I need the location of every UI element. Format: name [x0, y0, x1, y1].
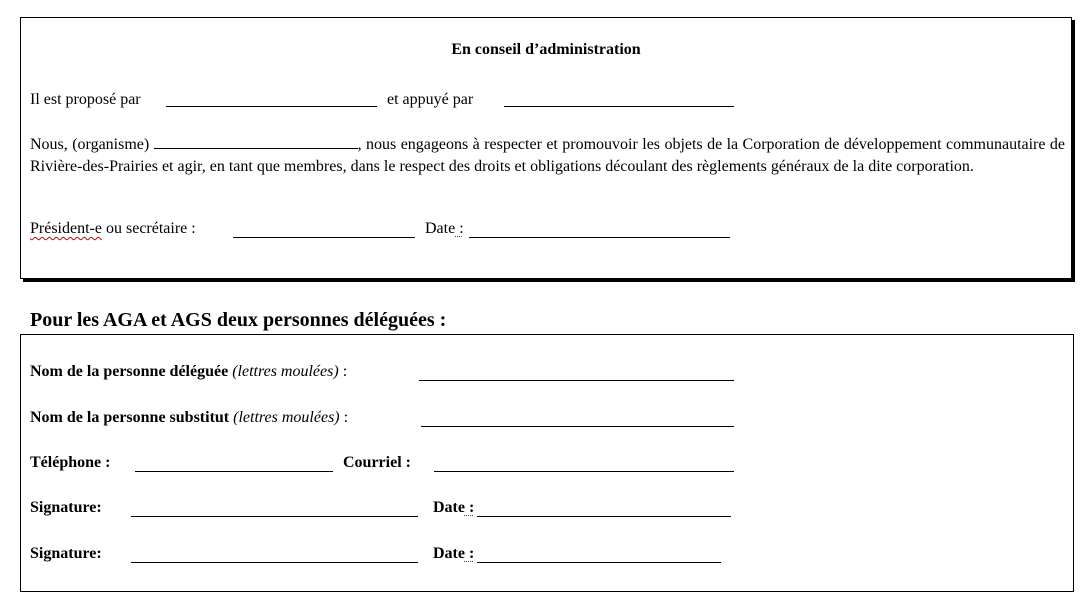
- board-section-title: En conseil d’administration: [451, 41, 641, 58]
- president-word: Président-e: [30, 220, 102, 237]
- commitment-text: , nous engageons à respecter et promouvoir les objets de la Corporation de développement communautaire de Rivière-des-Prairies et agir, en tant que membres, dans le respect des droits et obligations découlant des règlements généraux de la dite corporation.: [30, 136, 1066, 175]
- substitute-name-field[interactable]: [421, 426, 734, 427]
- phone-field[interactable]: [135, 471, 333, 472]
- signature-field-1[interactable]: [131, 516, 418, 517]
- phone-label: Téléphone :: [30, 454, 111, 471]
- president-label: [30, 219, 196, 239]
- board-date-field[interactable]: [469, 237, 730, 238]
- organism-field[interactable]: [154, 134, 358, 149]
- signature-label-1: Signature:: [30, 499, 102, 516]
- signature-label-2: Signature:: [30, 545, 102, 562]
- president-label-rest: ou secrétaire :: [101, 220, 196, 237]
- proposed-by-label: Il est proposé par: [30, 91, 141, 108]
- delegate-date-field-1[interactable]: [477, 516, 731, 517]
- delegate-date-field-2[interactable]: [477, 562, 721, 563]
- email-field[interactable]: [434, 471, 734, 472]
- delegate-label: Nom de la personne déléguée (lettres moulées) :: [30, 363, 348, 380]
- commitment-paragraph: [30, 134, 1065, 178]
- seconded-by-label: et appuyé par: [387, 91, 474, 108]
- signature-field-2[interactable]: [131, 562, 418, 563]
- delegate-date-label-2: Date :: [433, 545, 475, 562]
- delegate-name-field[interactable]: [419, 380, 734, 381]
- delegate-date-label-1: Date :: [433, 499, 475, 516]
- organism-label: Nous, (organisme): [30, 136, 150, 153]
- board-date-label: Date :: [425, 220, 464, 237]
- email-label: Courriel :: [343, 454, 411, 471]
- seconded-by-field[interactable]: [504, 106, 734, 107]
- substitute-label: Nom de la personne substitut (lettres moulées) :: [30, 409, 349, 426]
- delegates-heading: Pour les AGA et AGS deux personnes déléguées :: [30, 309, 447, 331]
- president-signature-field[interactable]: [233, 237, 415, 238]
- proposed-by-field[interactable]: [166, 106, 377, 107]
